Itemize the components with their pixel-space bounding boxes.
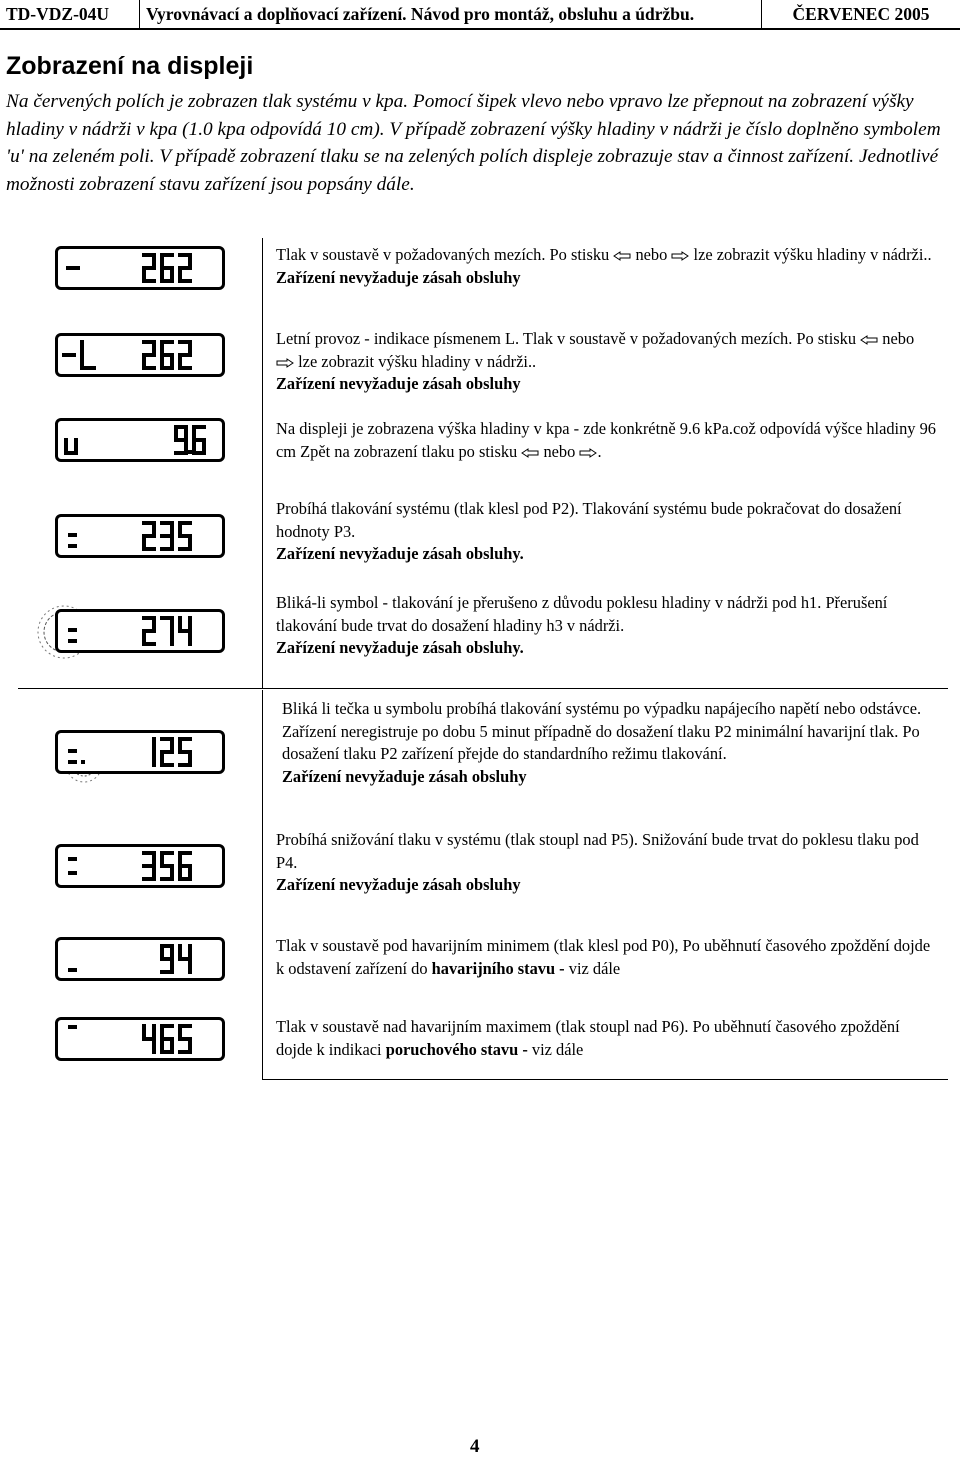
- lcd-display: [55, 730, 225, 774]
- display-description: [276, 418, 936, 463]
- description-text: lze zobrazit výšku hladiny v nádrži..: [693, 245, 932, 264]
- operator-note: Zařízení nevyžaduje zásah obsluhy: [276, 267, 521, 287]
- display-description: [276, 935, 936, 980]
- arrow-right-icon: [579, 448, 597, 458]
- description-text: nebo: [882, 329, 915, 348]
- display-description: [276, 498, 936, 566]
- lcd-digits: [58, 940, 222, 978]
- lcd-digits: [58, 612, 222, 650]
- operator-note: Zařízení nevyžaduje zásah obsluhy.: [276, 544, 524, 564]
- lcd-display: [55, 1017, 225, 1061]
- document-date: ČERVENEC 2005: [792, 3, 930, 24]
- operator-note: Zařízení nevyžaduje zásah obsluhy.: [276, 638, 524, 658]
- description-text: viz dále: [568, 958, 621, 978]
- description-text: nebo: [543, 441, 576, 461]
- operator-note: Zařízení nevyžaduje zásah obsluhy: [276, 875, 521, 895]
- lcd-digits: [58, 249, 222, 287]
- section-title: Zobrazení na displeji: [6, 52, 254, 80]
- description-text: Bliká li tečka u symbolu probíhá tlakování systému po výpadku napájecího napětí nebo odstávce. Zařízení neregistruje po dobu 5 minut případně do dosažení tlaku P2 minimální havarijní tlak. Po dosažení tlaku P2 zařízení přejde do standardního režimu tlakování.: [282, 699, 922, 764]
- lcd-display: [55, 514, 225, 558]
- lcd-digits: [58, 847, 222, 885]
- lcd-display: [55, 246, 225, 290]
- description-text: Probíhá snižování tlaku v systému (tlak stoupl nad P5). Snižování bude trvat do poklesu tlaku pod P4.: [276, 830, 919, 872]
- display-description: [276, 592, 936, 660]
- table-divider: [262, 238, 263, 688]
- arrow-left-icon: [521, 448, 539, 458]
- lcd-display: [55, 844, 225, 888]
- arrow-right-icon: [276, 358, 294, 368]
- lcd-digits: [58, 336, 222, 374]
- lcd-digits: [58, 1020, 222, 1058]
- description-text: Probíhá tlakování systému (tlak klesl pod P2). Tlakování systému bude pokračovat do dosažení hodnoty P3.: [276, 499, 902, 541]
- description-text: Tlak v soustavě v požadovaných mezích. Po stisku: [276, 245, 610, 264]
- description-text: Letní provoz - indikace písmenem L. Tlak v soustavě v požadovaných mezích. Po stisku: [276, 329, 857, 348]
- page-number: 4: [470, 1436, 480, 1457]
- lcd-digits: [58, 733, 222, 771]
- state-label: havarijního stavu -: [431, 958, 565, 978]
- description-text: Tlak v soustavě pod havarijním minimem (tlak klesl pod P0), Po uběhnutí časového zpoždění dojde k odstavení zařízení do: [276, 936, 931, 978]
- section-intro: Na červených polích je zobrazen tlak systému v kpa. Pomocí šipek vlevo nebo vpravo lze přepnout na zobrazení výšky hladiny v nádrži v kpa (1.0 kpa odpovídá 10 cm). V případě zobrazení výšky hladiny v nádrži je číslo doplněno symbolem 'u' na zeleném poli. V případě zobrazení tlaku se na zelených polích displeje zobrazuje stav a činnost zařízení. Jednotlivé možnosti zobrazení stavu zařízení jsou popsány dále.: [6, 91, 941, 195]
- description-text: Na displeji je zobrazena výška hladiny v kpa - zde konkrétně 9.6 kPa.což odpovídá výšce hladiny 96 cm Zpět na zobrazení tlaku po stisku: [276, 419, 936, 461]
- document-code: TD-VDZ-04U: [0, 0, 140, 28]
- operator-note: Zařízení nevyžaduje zásah obsluhy: [282, 766, 527, 786]
- description-text: nebo: [635, 245, 668, 264]
- display-description: [282, 698, 938, 788]
- lcd-display: [55, 333, 225, 377]
- display-description: [276, 829, 936, 897]
- arrow-left-icon: [860, 335, 878, 345]
- lcd-display: [55, 418, 225, 462]
- lcd-display: [55, 609, 225, 653]
- arrow-left-icon: [613, 251, 631, 261]
- table-divider: [18, 688, 948, 689]
- lcd-digits: [58, 517, 222, 555]
- lcd-display: [55, 937, 225, 981]
- document-title: Vyrovnávací a doplňovací zařízení. Návod pro montáž, obsluhu a údržbu.: [140, 0, 762, 28]
- description-text: lze zobrazit výšku hladiny v nádrži..: [298, 351, 537, 371]
- description-text: viz dále: [531, 1039, 584, 1059]
- page-header: [0, 0, 960, 30]
- operator-note: Zařízení nevyžaduje zásah obsluhy: [276, 374, 521, 394]
- display-description: [276, 328, 936, 396]
- table-divider: [262, 690, 263, 1080]
- description-text: Tlak v soustavě nad havarijním maximem (tlak stoupl nad P6). Po uběhnutí časového zpoždění dojde k indikaci: [276, 1017, 900, 1059]
- display-description: [276, 1016, 936, 1061]
- state-label: poruchového stavu -: [385, 1039, 528, 1059]
- description-text: Bliká-li symbol - tlakování je přerušeno z důvodu poklesu hladiny v nádrži pod h1. Přerušení tlakování bude trvat do dosažení hladiny h3 v nádrži.: [276, 593, 888, 635]
- display-description: [276, 244, 936, 289]
- description-text: .: [597, 441, 602, 461]
- table-divider: [262, 1079, 948, 1080]
- lcd-digits: [58, 421, 222, 459]
- arrow-right-icon: [671, 251, 689, 261]
